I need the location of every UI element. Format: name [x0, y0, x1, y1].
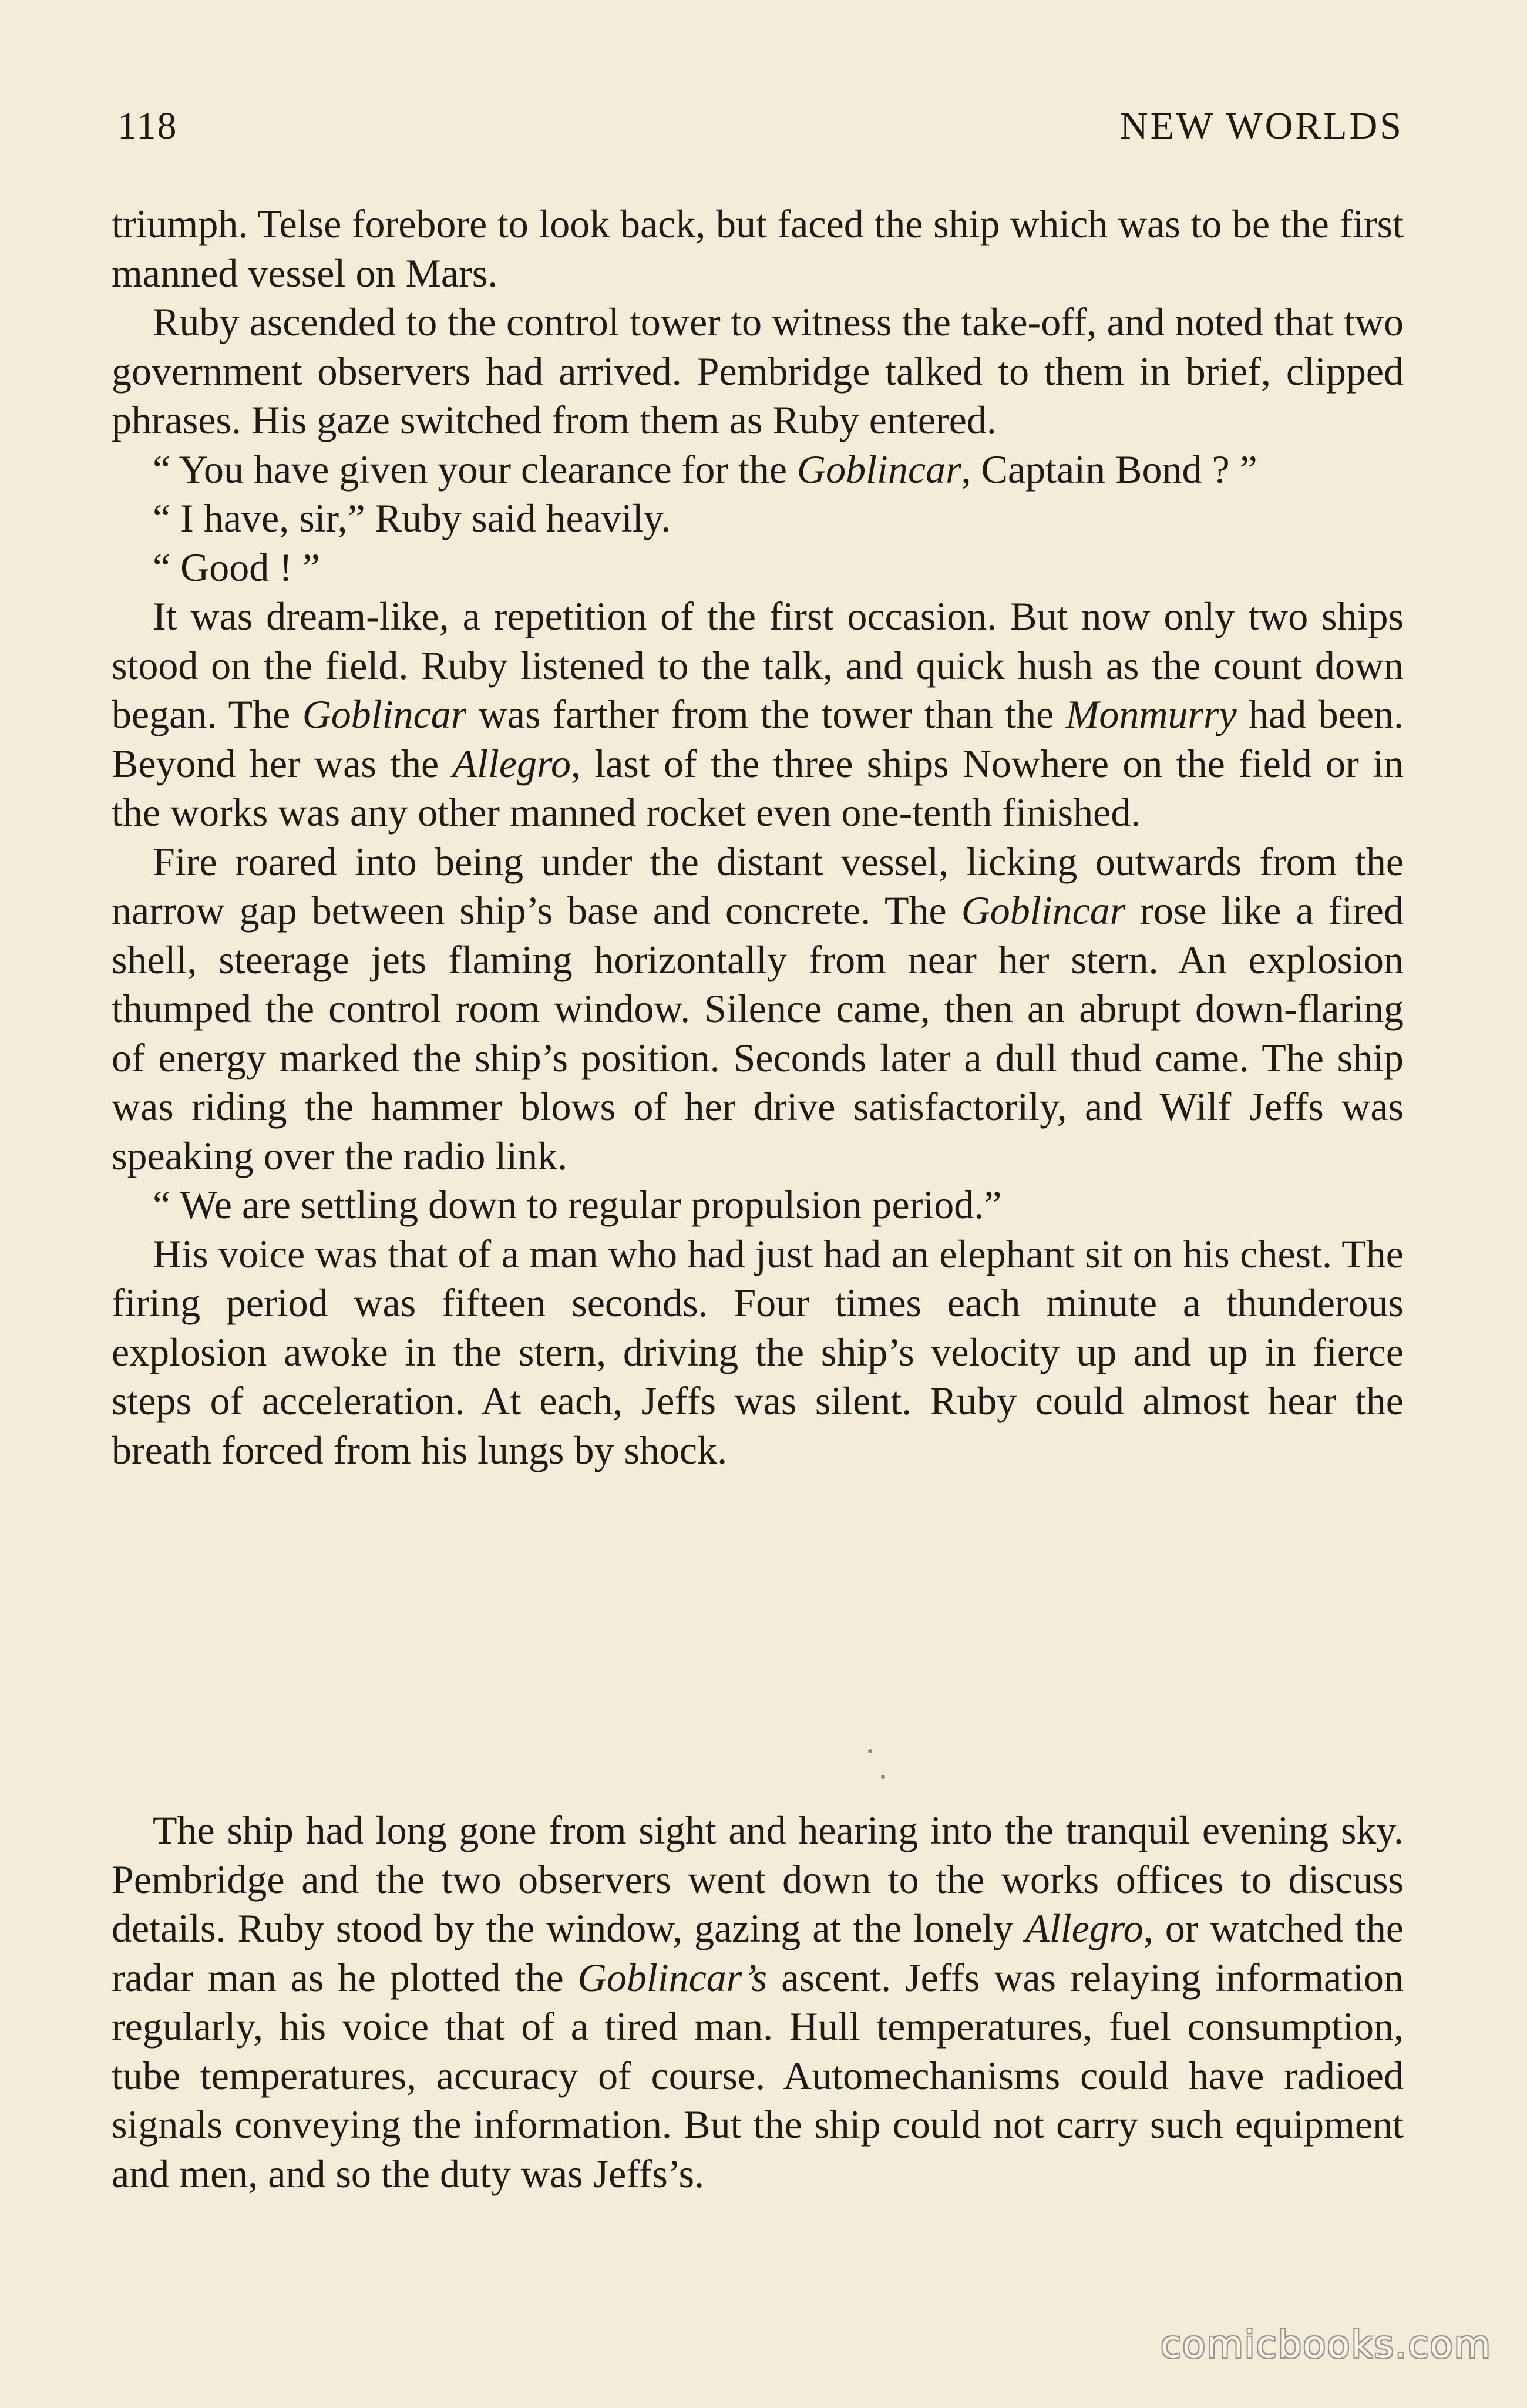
section-break-mark: [868, 1749, 872, 1753]
text-run: Ruby ascended to the control tower to witness the take-off, and noted that two government observers had arrived. Pembridge talked to them in brief, clipped phrases. His gaze switched from them as Ruby entered.: [112, 300, 1404, 442]
text-run: The ship had long gone from sight and hearing into the tranquil evening sky. Pembridge and the two observers went down to the works offices to discuss details. Ruby stood by the window, gazing at the lonely: [112, 1808, 1404, 1950]
text-run: “ You have given your clearance for the: [153, 446, 798, 492]
text-run: It was dream-like, a repetition of the first occasion. But now only two ships stood on the field. Ruby listened to the talk, and quick hush as the count down began. The: [112, 594, 1404, 736]
text-run: triumph. Telse forebore to look back, but faced the ship which was to be the first manned vessel on Mars.: [112, 201, 1404, 295]
paragraph: [112, 543, 1404, 593]
text-run: His voice was that of a man who had just had an elephant sit on his chest. The firing period was fifteen seconds. Four times each minute a thunderous explosion awoke in the stern, driving the ship’s velocity up and up in fierce steps of acceleration. At each, Jeffs was silent. Ruby could almost hear the breath forced from his lungs by shock.: [112, 1231, 1404, 1472]
text-run: was farther from the tower than the: [466, 692, 1066, 736]
paragraph: [112, 1230, 1404, 1475]
section-break-mark: [881, 1775, 885, 1779]
italic-ship-name: Allegro: [1025, 1906, 1143, 1950]
paragraph: [112, 838, 1404, 1181]
italic-ship-name: Goblincar: [302, 692, 467, 736]
paragraph: [112, 592, 1404, 838]
text-run: ascent. Jeffs was relaying information regularly, his voice that of a tired man. Hull temperatures, fuel consumption, tube temperatures, accuracy of course. Automechanisms could have radioed signals conveying the information. But the ship could not carry such equipment and men, and so the duty was Jeffs’s.: [112, 1955, 1404, 2196]
text-run: , last of the three ships Nowhere on the field or in the works was any other manned rocket even one-tenth finished.: [112, 741, 1404, 835]
paragraph: [112, 445, 1404, 495]
text-run: , Captain Bond ? ”: [961, 446, 1257, 492]
paragraph: [112, 1181, 1404, 1230]
italic-ship-name: Allegro: [452, 741, 571, 786]
text-run: rose like a fired shell, steerage jets flaming horizontally from near her stern. An explosion thumped the control room window. Silence came, then an abrupt down-flaring of energy marked the ship’s position. Seconds later a dull thud came. The ship was riding the hammer blows of her drive satisfactorily, and Wilf Jeffs was speaking over the radio link.: [112, 888, 1404, 1178]
paragraph: [112, 200, 1404, 298]
text-run: “ We are settling down to regular propulsion period.”: [153, 1182, 1002, 1227]
paragraph: [112, 298, 1404, 445]
text-run: , or watched the radar man as he plotted the: [112, 1906, 1404, 2000]
text-run: Fire roared into being under the distant vessel, licking outwards from the narrow gap between ship’s base and concrete. The: [112, 839, 1404, 933]
text-run: had been. Beyond her was the: [112, 692, 1404, 786]
text-run: “ Good ! ”: [153, 544, 321, 590]
body-text-section-2: [112, 1806, 1404, 2198]
watermark: comicbooks.com: [1160, 2323, 1492, 2367]
italic-ship-name: Monmurry: [1065, 692, 1237, 736]
page-number: 118: [117, 105, 178, 147]
text-run: “ I have, sir,” Ruby said heavily.: [153, 496, 671, 540]
running-head: [117, 100, 1404, 153]
paragraph: [112, 1806, 1404, 2198]
italic-ship-name: Goblincar’s: [577, 1955, 768, 2000]
paragraph: [112, 494, 1404, 543]
running-title: NEW WORLDS: [1119, 105, 1404, 147]
body-text-section-1: [112, 200, 1404, 1475]
italic-ship-name: Goblincar: [961, 888, 1126, 933]
italic-ship-name: Goblincar: [797, 446, 961, 492]
